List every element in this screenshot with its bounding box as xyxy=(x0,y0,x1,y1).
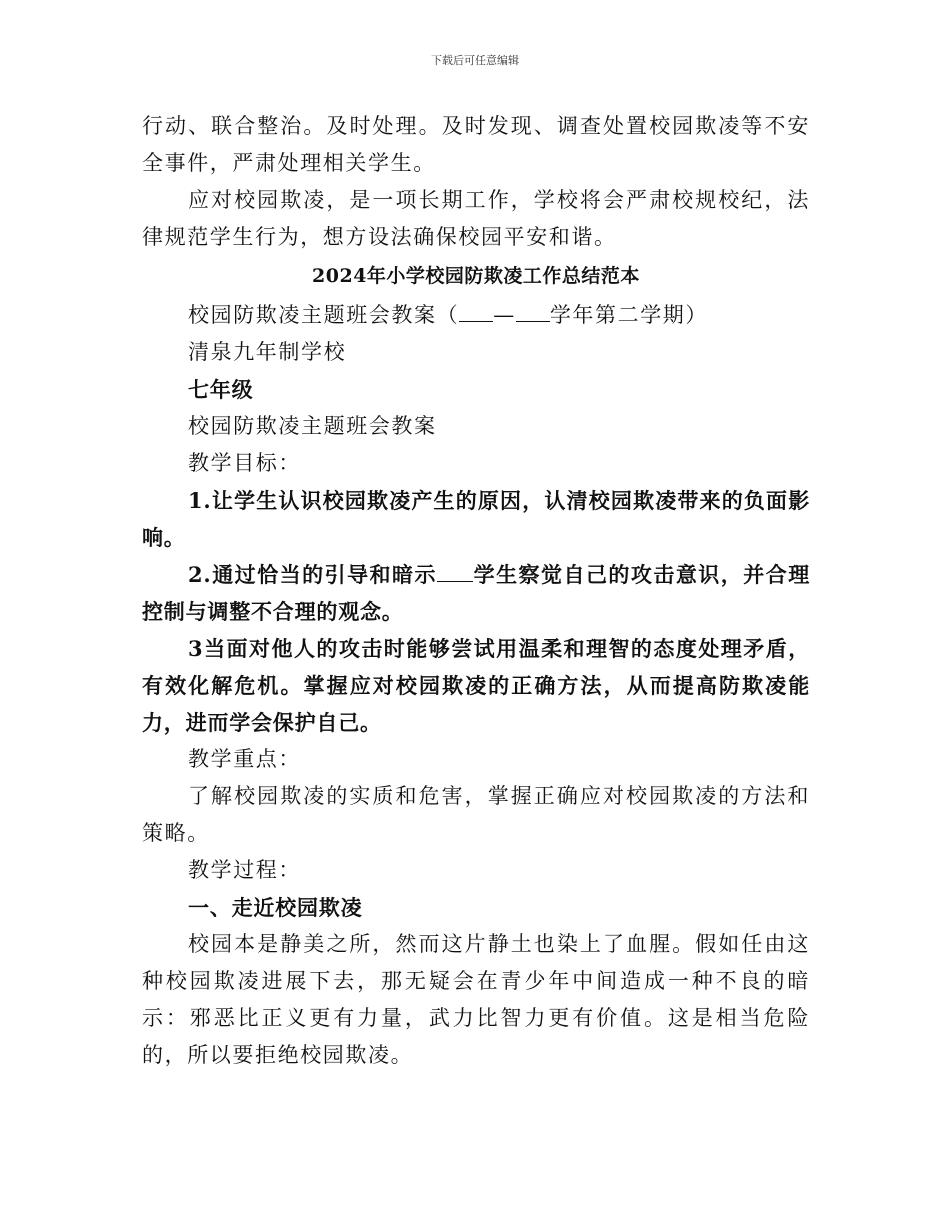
goal-2 xyxy=(142,556,810,630)
goal-2-prefix: 2.通过恰当的引导和暗示 xyxy=(188,562,437,587)
section-1-heading: 一、走近校园欺凌 xyxy=(188,895,363,920)
goal-1: 1.让学生认识校园欺凌产生的原因，认清校园欺凌带来的负面影响。 xyxy=(142,488,810,550)
goal-2-blank xyxy=(437,563,473,582)
lesson-plan-line xyxy=(142,297,810,334)
document-body xyxy=(142,108,810,1074)
paragraph-conclusion: 应对校园欺凌，是一项长期工作，学校将会严肃校规校纪，法律规范学生行为，想方设法确保校园平安和谐。 xyxy=(142,188,810,249)
lesson-plan-dash: — xyxy=(493,303,516,327)
process-label: 教学过程： xyxy=(188,858,301,882)
year-blank-end xyxy=(516,303,550,322)
year-blank-start xyxy=(459,303,493,322)
goals-label: 教学目标： xyxy=(188,451,301,475)
section-1-text: 校园本是静美之所，然而这片静土也染上了血腥。假如任由这种校园欺凌进展下去，那无疑会在青少年中间造成一种不良的暗示：邪恶比正义更有力量，武力比智力更有价值。这是相当危险的，所以要拒绝校园欺凌。 xyxy=(142,932,810,1067)
lesson-plan-prefix: 校园防欺凌主题班会教案（ xyxy=(188,303,460,327)
lesson-plan-suffix: 学年第二学期） xyxy=(549,303,709,327)
paragraph-continued: 行动、联合整治。及时处理。及时发现、调查处置校园欺凌等不安全事件，严肃处理相关学生。 xyxy=(142,114,810,175)
page-header-note: 下载后可任意编辑 xyxy=(431,54,519,67)
document-title: 2024年小学校园防欺凌工作总结范本 xyxy=(312,265,640,287)
key-points-label: 教学重点： xyxy=(188,747,301,771)
plan-title: 校园防欺凌主题班会教案 xyxy=(188,414,437,438)
school-name: 清泉九年制学校 xyxy=(188,340,347,364)
goal-2-suffix: 学生察觉自己的攻击意识，并合理控制与调整不合理的观念。 xyxy=(142,562,810,624)
goal-3: 3当面对他人的攻击时能够尝试用温柔和理智的态度处理矛盾，有效化解危机。掌握应对校园欺凌的正确方法，从而提高防欺凌能力，进而学会保护自己。 xyxy=(142,636,810,735)
key-points-text: 了解校园欺凌的实质和危害，掌握正确应对校园欺凌的方法和策略。 xyxy=(142,784,810,845)
grade-heading: 七年级 xyxy=(188,377,254,402)
